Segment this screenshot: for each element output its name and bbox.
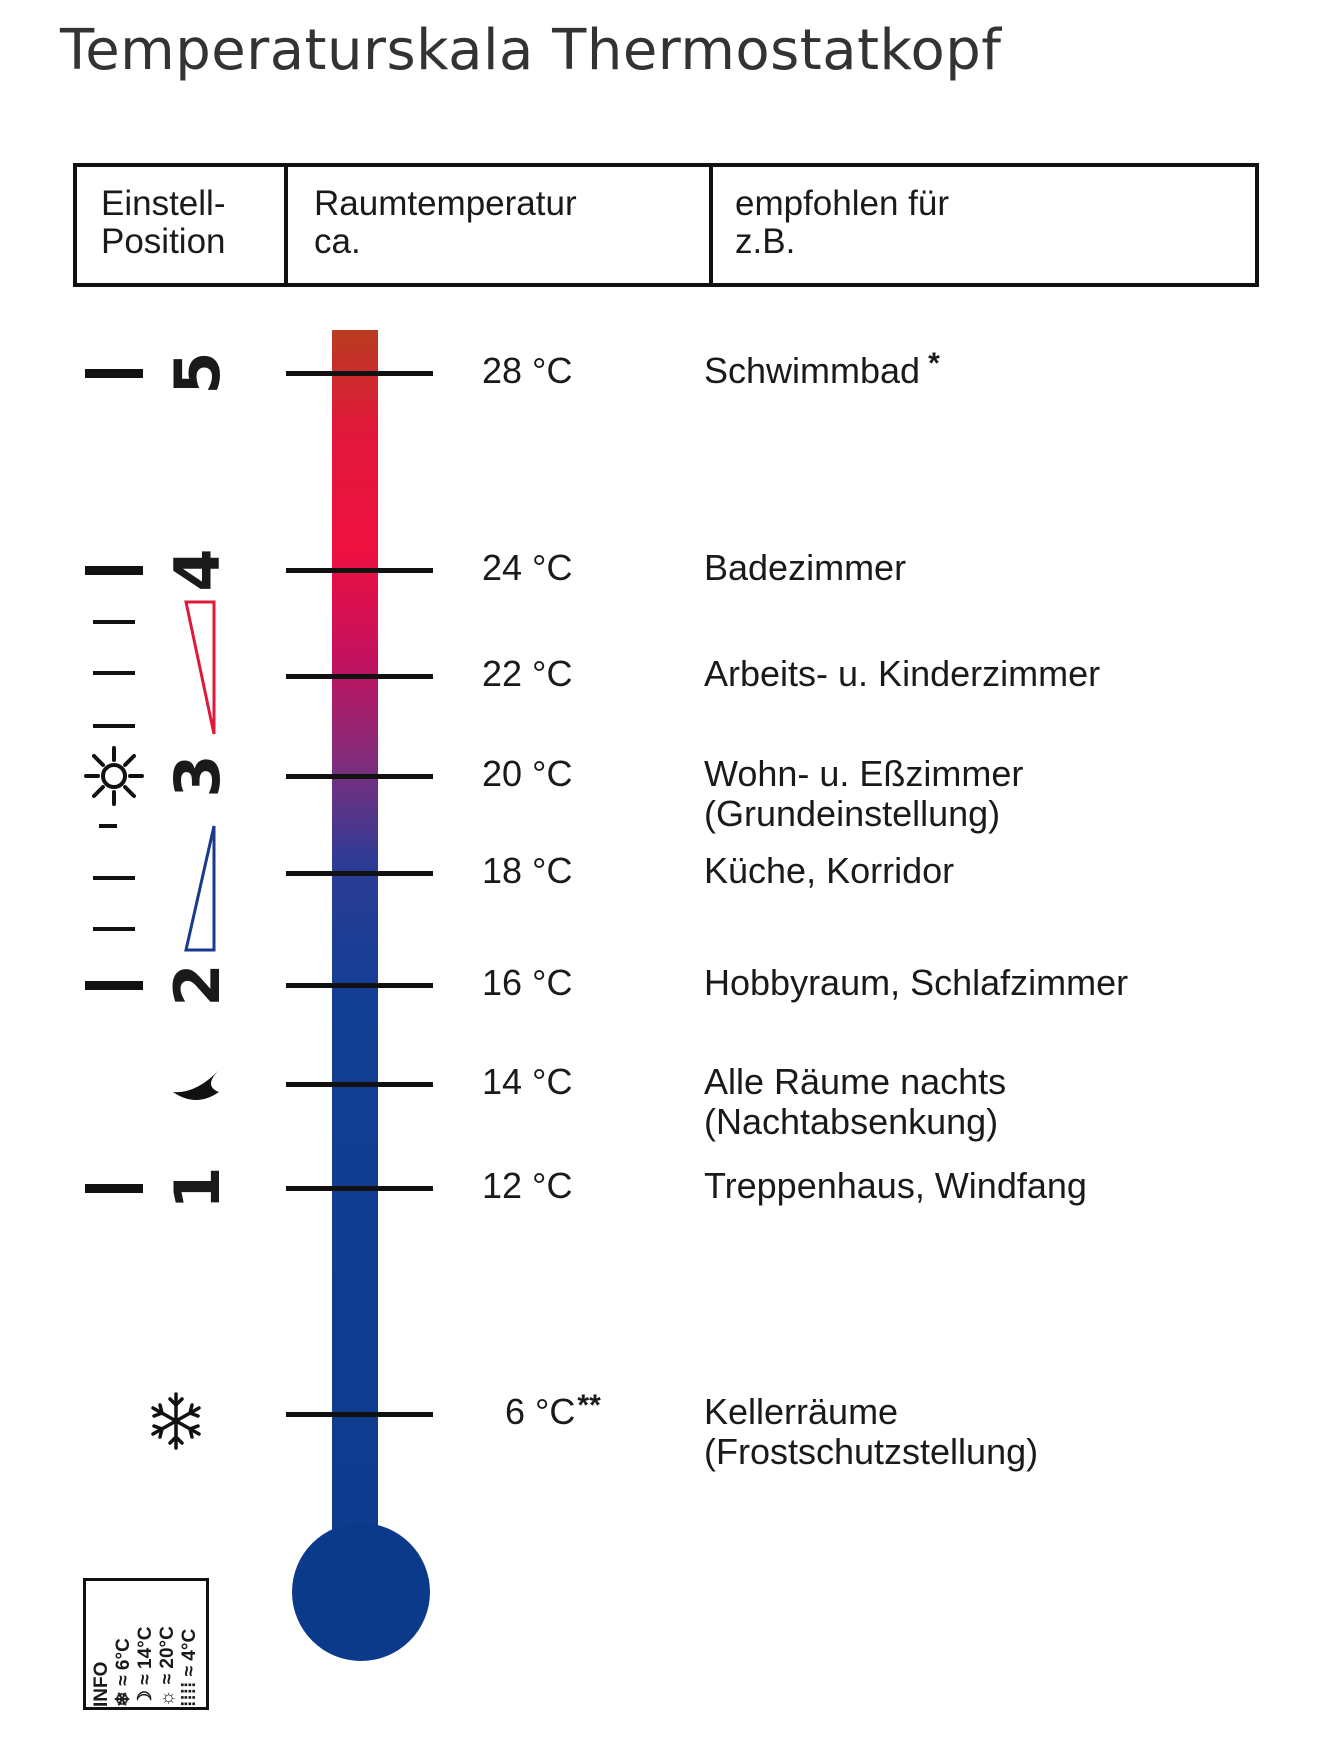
minor-position-tick — [93, 620, 135, 624]
recommendation-label: Kellerräume (Frostschutzstellung) — [704, 1391, 1039, 1472]
header-position: Einstell- Position — [101, 184, 226, 261]
position-tick — [85, 369, 143, 378]
sun-icon — [82, 744, 146, 808]
info-text: INFO ❄ ≈ 6°C ☽ ≈ 14°C ☼ ≈ 20°C ⁞⁞⁞⁞ ≈ 4°C — [91, 1626, 200, 1707]
position-tick — [85, 1184, 143, 1193]
minor-position-tick — [93, 876, 135, 880]
minor-position-tick — [93, 927, 135, 931]
position-number: 3 — [161, 754, 234, 798]
recommendation-label: Küche, Korridor — [704, 850, 955, 891]
temperature-label: 20 °C — [482, 753, 573, 794]
position-number: 2 — [161, 963, 234, 1007]
minor-position-tick — [99, 824, 117, 828]
temperature-label: 6 °C** — [505, 1389, 601, 1432]
temperature-label: 24 °C — [482, 547, 573, 588]
temperature-tick — [286, 568, 433, 573]
minor-position-tick — [93, 724, 135, 728]
position-number: 4 — [161, 548, 234, 592]
thermometer-tube — [332, 330, 378, 1545]
temperature-tick — [286, 871, 433, 876]
position-tick — [85, 566, 143, 575]
temperature-label: 18 °C — [482, 850, 573, 891]
recommendation-label: Schwimmbad * — [704, 347, 940, 391]
position-number: 5 — [161, 351, 234, 395]
info-box — [83, 1578, 209, 1710]
thermometer-bulb — [292, 1523, 430, 1661]
moon-icon — [169, 1068, 223, 1108]
temperature-label: 12 °C — [482, 1165, 573, 1206]
temperature-tick — [286, 774, 433, 779]
recommendation-label: Hobbyraum, Schlafzimmer — [704, 962, 1129, 1003]
recommendation-label: Arbeits- u. Kinderzimmer — [704, 653, 1101, 694]
temperature-tick — [286, 371, 433, 376]
position-number: 1 — [161, 1166, 234, 1210]
recommendation-label: Treppenhaus, Windfang — [704, 1165, 1087, 1206]
temperature-label: 14 °C — [482, 1061, 573, 1102]
recommendation-label: Wohn- u. Eßzimmer (Grundeinstellung) — [704, 753, 1024, 834]
decrease-wedge-icon — [180, 822, 220, 954]
temperature-tick — [286, 983, 433, 988]
temperature-tick — [286, 1412, 433, 1417]
header-table — [73, 163, 1259, 287]
footnote-mark: * — [928, 347, 940, 380]
temperature-label: 16 °C — [482, 962, 573, 1003]
temperature-tick — [286, 674, 433, 679]
temperature-tick — [286, 1186, 433, 1191]
snowflake-icon — [145, 1390, 207, 1452]
recommendation-label: Badezimmer — [704, 547, 907, 588]
page-title: Temperaturskala Thermostatkopf — [60, 18, 1002, 83]
footnote-mark: ** — [577, 1389, 601, 1422]
recommendation-label: Alle Räume nachts (Nachtabsenkung) — [704, 1061, 1007, 1142]
header-room-temperature: Raumtemperatur ca. — [284, 167, 709, 283]
temperature-label: 22 °C — [482, 653, 573, 694]
temperature-tick — [286, 1082, 433, 1087]
minor-position-tick — [93, 671, 135, 675]
temperature-label: 28 °C — [482, 350, 573, 391]
increase-wedge-icon — [180, 598, 220, 738]
header-recommended-for: empfohlen für z.B. — [709, 167, 1255, 283]
position-tick — [85, 981, 143, 990]
